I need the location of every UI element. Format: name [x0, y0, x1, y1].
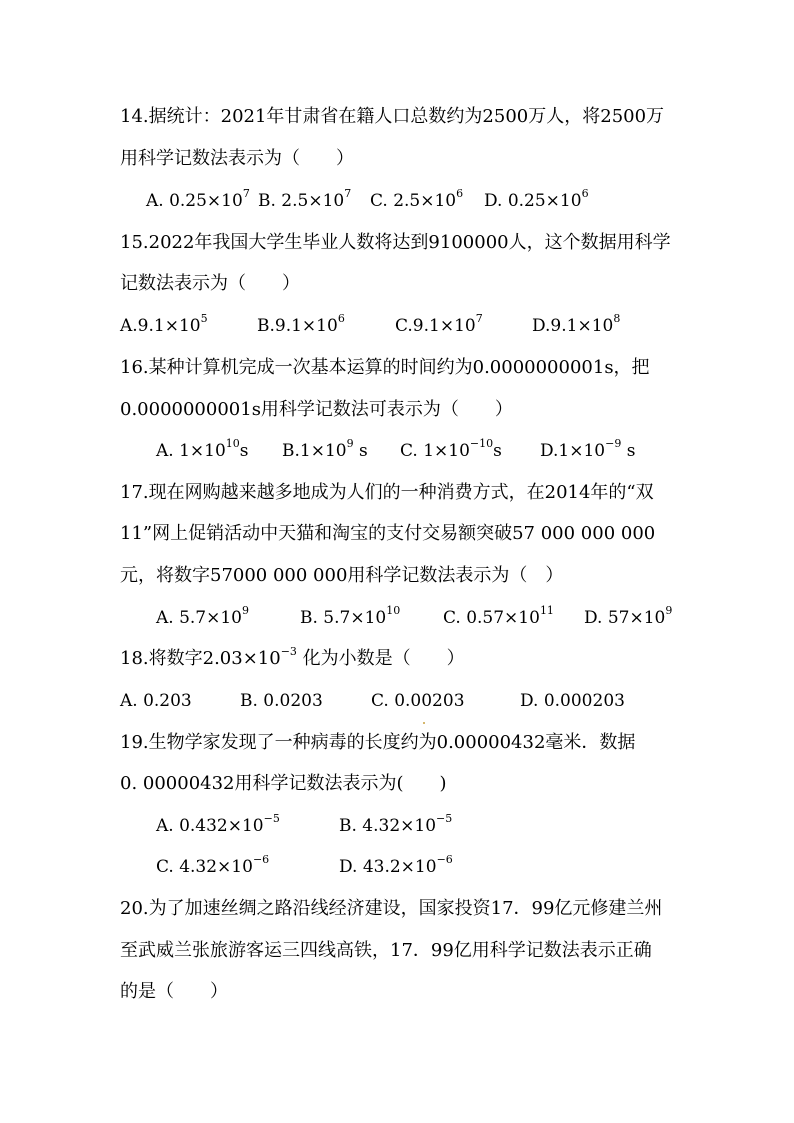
q16-option-d: $D.1\times 10^{-9}$ s [540, 437, 636, 461]
q15-option-a: $A.9.1\times 10^5$ [120, 312, 208, 336]
q20-line-1: 20.为了加速丝绸之路沿线经济建设，国家投资17．99亿元修建兰州 [120, 898, 663, 919]
q15-option-b: $B.9.1\times 10^6$ [257, 312, 345, 336]
q20-line-3: 的是（ ） [120, 981, 228, 1002]
q18-line-1: 18.将数字$2.03\times 10^{-3}$ 化为小数是（ ） [120, 645, 465, 669]
q19-line-1: 19.生物学家发现了一种病毒的长度约为0.00000432毫米．数据 [120, 732, 636, 753]
q18-option-c: C. 0.00203 [371, 691, 465, 711]
q17-option-c: C. $0.57\times 10^{11}$ [443, 604, 554, 628]
stray-dot [423, 722, 425, 724]
q17-line-2: 11”网上促销活动中天猫和淘宝的支付交易额突破57 000 000 000 [120, 523, 656, 544]
q15-option-c: $C.9.1\times 10^7$ [395, 312, 483, 336]
q19-option-c: C. $4.32\times 10^{-6}$ [156, 853, 270, 877]
q16-option-b: $B.1\times 10^9$ s [282, 437, 368, 461]
q15-option-d: $D.9.1\times 10^8$ [532, 312, 621, 336]
q19-line-2: 0. 00000432用科学记数法表示为( ) [120, 773, 447, 794]
q14-option-d: D. $0.25\times 10^6$ [484, 187, 589, 211]
q17-line-1: 17.现在网购越来越多地成为人们的一种消费方式，在2014年的“双 [120, 482, 654, 503]
q16-line-2: 0.0000000001s用科学记数法可表示为（ ） [120, 399, 513, 420]
q14-option-a: A. $0.25\times 10^7$ [146, 187, 250, 211]
q19-option-d: D. $43.2\times 10^{-6}$ [339, 853, 453, 877]
q18-option-b: B. 0.0203 [240, 691, 323, 711]
q19-option-b: B. $4.32\times 10^{-5}$ [339, 812, 453, 836]
q14-option-b: B. $2.5\times 10^7$ [258, 187, 352, 211]
q17-option-a: A. $5.7\times 10^9$ [156, 604, 249, 628]
q14-line-1: 14.据统计：2021年甘肃省在籍人口总数约为2500万人，将2500万 [120, 106, 665, 127]
q18-option-a: A. 0.203 [120, 691, 192, 711]
q17-option-d: D. $57\times 10^9$ [584, 604, 673, 628]
q15-line-1: 15.2022年我国大学生毕业人数将达到9100000人，这个数据用科学 [120, 232, 671, 253]
q17-option-b: B. $5.7\times 10^{10}$ [300, 604, 401, 628]
q14-option-c: C. $2.5\times 10^6$ [370, 187, 464, 211]
q14-line-2: 用科学记数法表示为（ ） [120, 148, 354, 169]
q18-option-d: D. 0.000203 [520, 691, 625, 711]
q16-option-a: A. $1\times 10^{10}s$ [156, 437, 249, 461]
q16-line-1: 16.某种计算机完成一次基本运算的时间约为0.0000000001s，把 [120, 357, 650, 378]
q19-option-a: A. $0.432\times 10^{-5}$ [156, 812, 280, 836]
q17-line-3: 元，将数字57000 000 000用科学记数法表示为（ ） [120, 565, 564, 586]
q15-line-2: 记数法表示为（ ） [120, 273, 300, 294]
q16-option-c: C. $1\times 10^{-10}s$ [400, 437, 502, 461]
q20-line-2: 至武威兰张旅游客运三四线高铁，17．99亿用科学记数法表示正确 [120, 940, 652, 961]
